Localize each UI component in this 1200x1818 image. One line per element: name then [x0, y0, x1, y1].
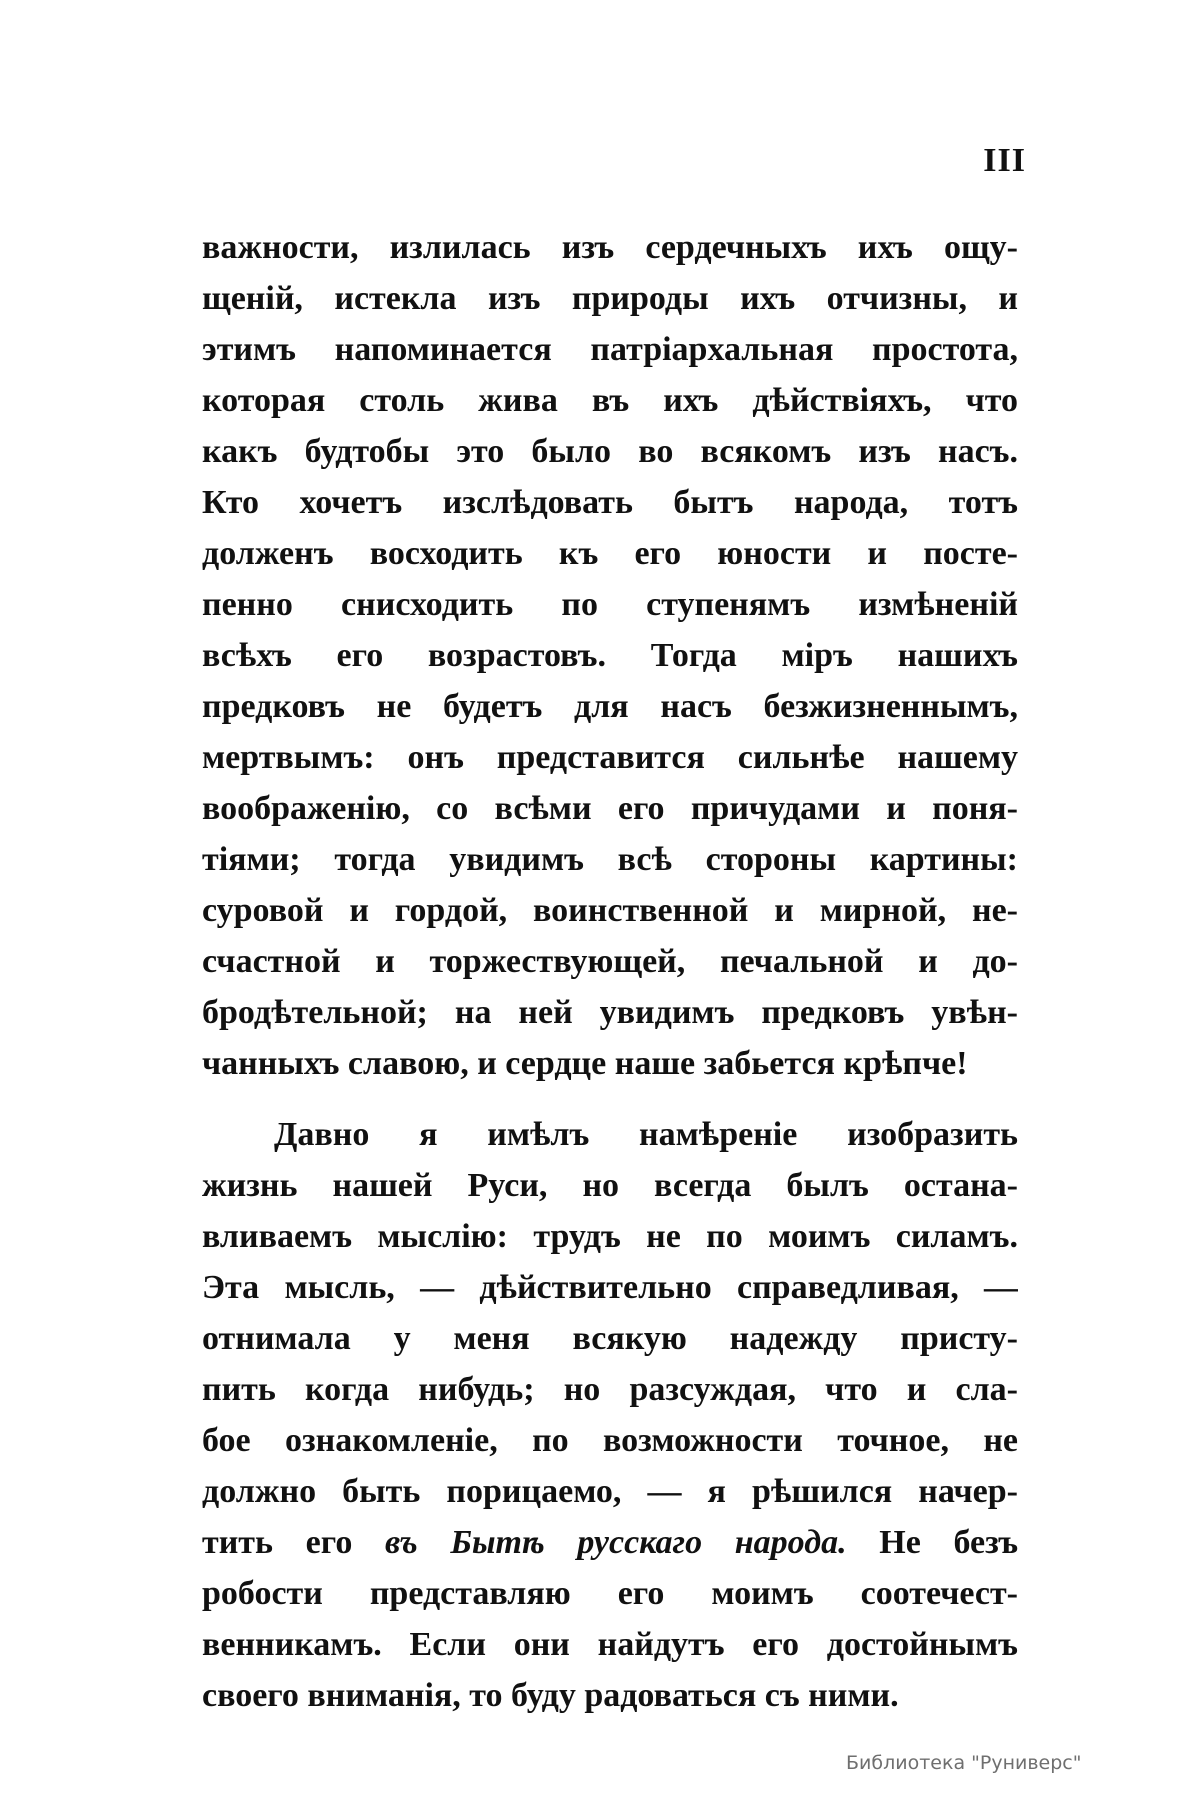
text-line: венникамъ. Если они найдутъ его достойнымъ	[202, 1626, 1018, 1663]
body-text	[202, 222, 1018, 1721]
text-line: какъ будтобы это было во всякомъ изъ насъ.	[202, 433, 1018, 470]
text-segment: Не безъ	[879, 1524, 1018, 1561]
text-line: пить когда нибудь; но разсуждая, что и сла-	[202, 1371, 1018, 1408]
text-line: тіями; тогда увидимъ всѣ стороны картины:	[202, 841, 1018, 878]
text-line: щеній, истекла изъ природы ихъ отчизны, и	[202, 280, 1018, 317]
text-line: мертвымъ: онъ представится сильнѣе нашему	[202, 739, 1018, 776]
text-line: суровой и гордой, воинственной и мирной, не-	[202, 892, 1018, 929]
text-segment: тить его	[202, 1524, 353, 1561]
text-line: бродѣтельной; на ней увидимъ предковъ увѣн-	[202, 994, 1018, 1031]
text-line: чанныхъ славою, и сердце наше забьется крѣпче!	[202, 1045, 968, 1082]
text-line: Кто хочетъ изслѣдовать бытъ народа, тотъ	[202, 484, 1018, 521]
text-line: должно быть порицаемо, — я рѣшился начер-	[202, 1473, 1018, 1510]
text-line: пенно снисходить по ступенямъ измѣненій	[202, 586, 1018, 623]
text-line: предковъ не будетъ для насъ безжизненнымъ,	[202, 688, 1018, 725]
text-line: своего вниманія, то буду радоваться съ ними.	[202, 1677, 899, 1714]
text-line: всѣхъ его возрастовъ. Тогда міръ нашихъ	[202, 637, 1018, 674]
page-number: III	[983, 142, 1026, 179]
paragraph-gap	[202, 1089, 1018, 1109]
text-line: долженъ восходить къ его юности и посте-	[202, 535, 1018, 572]
text-line: жизнь нашей Руси, но всегда былъ остана-	[202, 1167, 1018, 1204]
text-line: вливаемъ мыслію: трудъ не по моимъ силамъ.	[202, 1218, 1018, 1255]
text-line: отнимала у меня всякую надежду присту-	[202, 1320, 1018, 1357]
text-line: воображенію, со всѣми его причудами и поня-	[202, 790, 1018, 827]
text-line: робости представляю его моимъ соотечест-	[202, 1575, 1018, 1612]
library-watermark: Библиотека "Руниверс"	[846, 1752, 1082, 1774]
text-line: которая столь жива въ ихъ дѣйствіяхъ, что	[202, 382, 1018, 419]
text-line: Эта мысль, — дѣйствительно справедливая, —	[202, 1269, 1018, 1306]
text-line: счастной и торжествующей, печальной и до-	[202, 943, 1018, 980]
text-line: важности, излилась изъ сердечныхъ ихъ ощу-	[202, 229, 1018, 266]
text-line-with-italic	[202, 1517, 1018, 1568]
text-line: этимъ напоминается патріархальная простота,	[202, 331, 1018, 368]
italic-title: въ Бытѣ русскаго народа.	[385, 1524, 847, 1561]
text-line: бое ознакомленіе, по возможности точное, не	[202, 1422, 1018, 1459]
text-line: Давно я имѣлъ намѣреніе изобразить	[274, 1116, 1018, 1153]
